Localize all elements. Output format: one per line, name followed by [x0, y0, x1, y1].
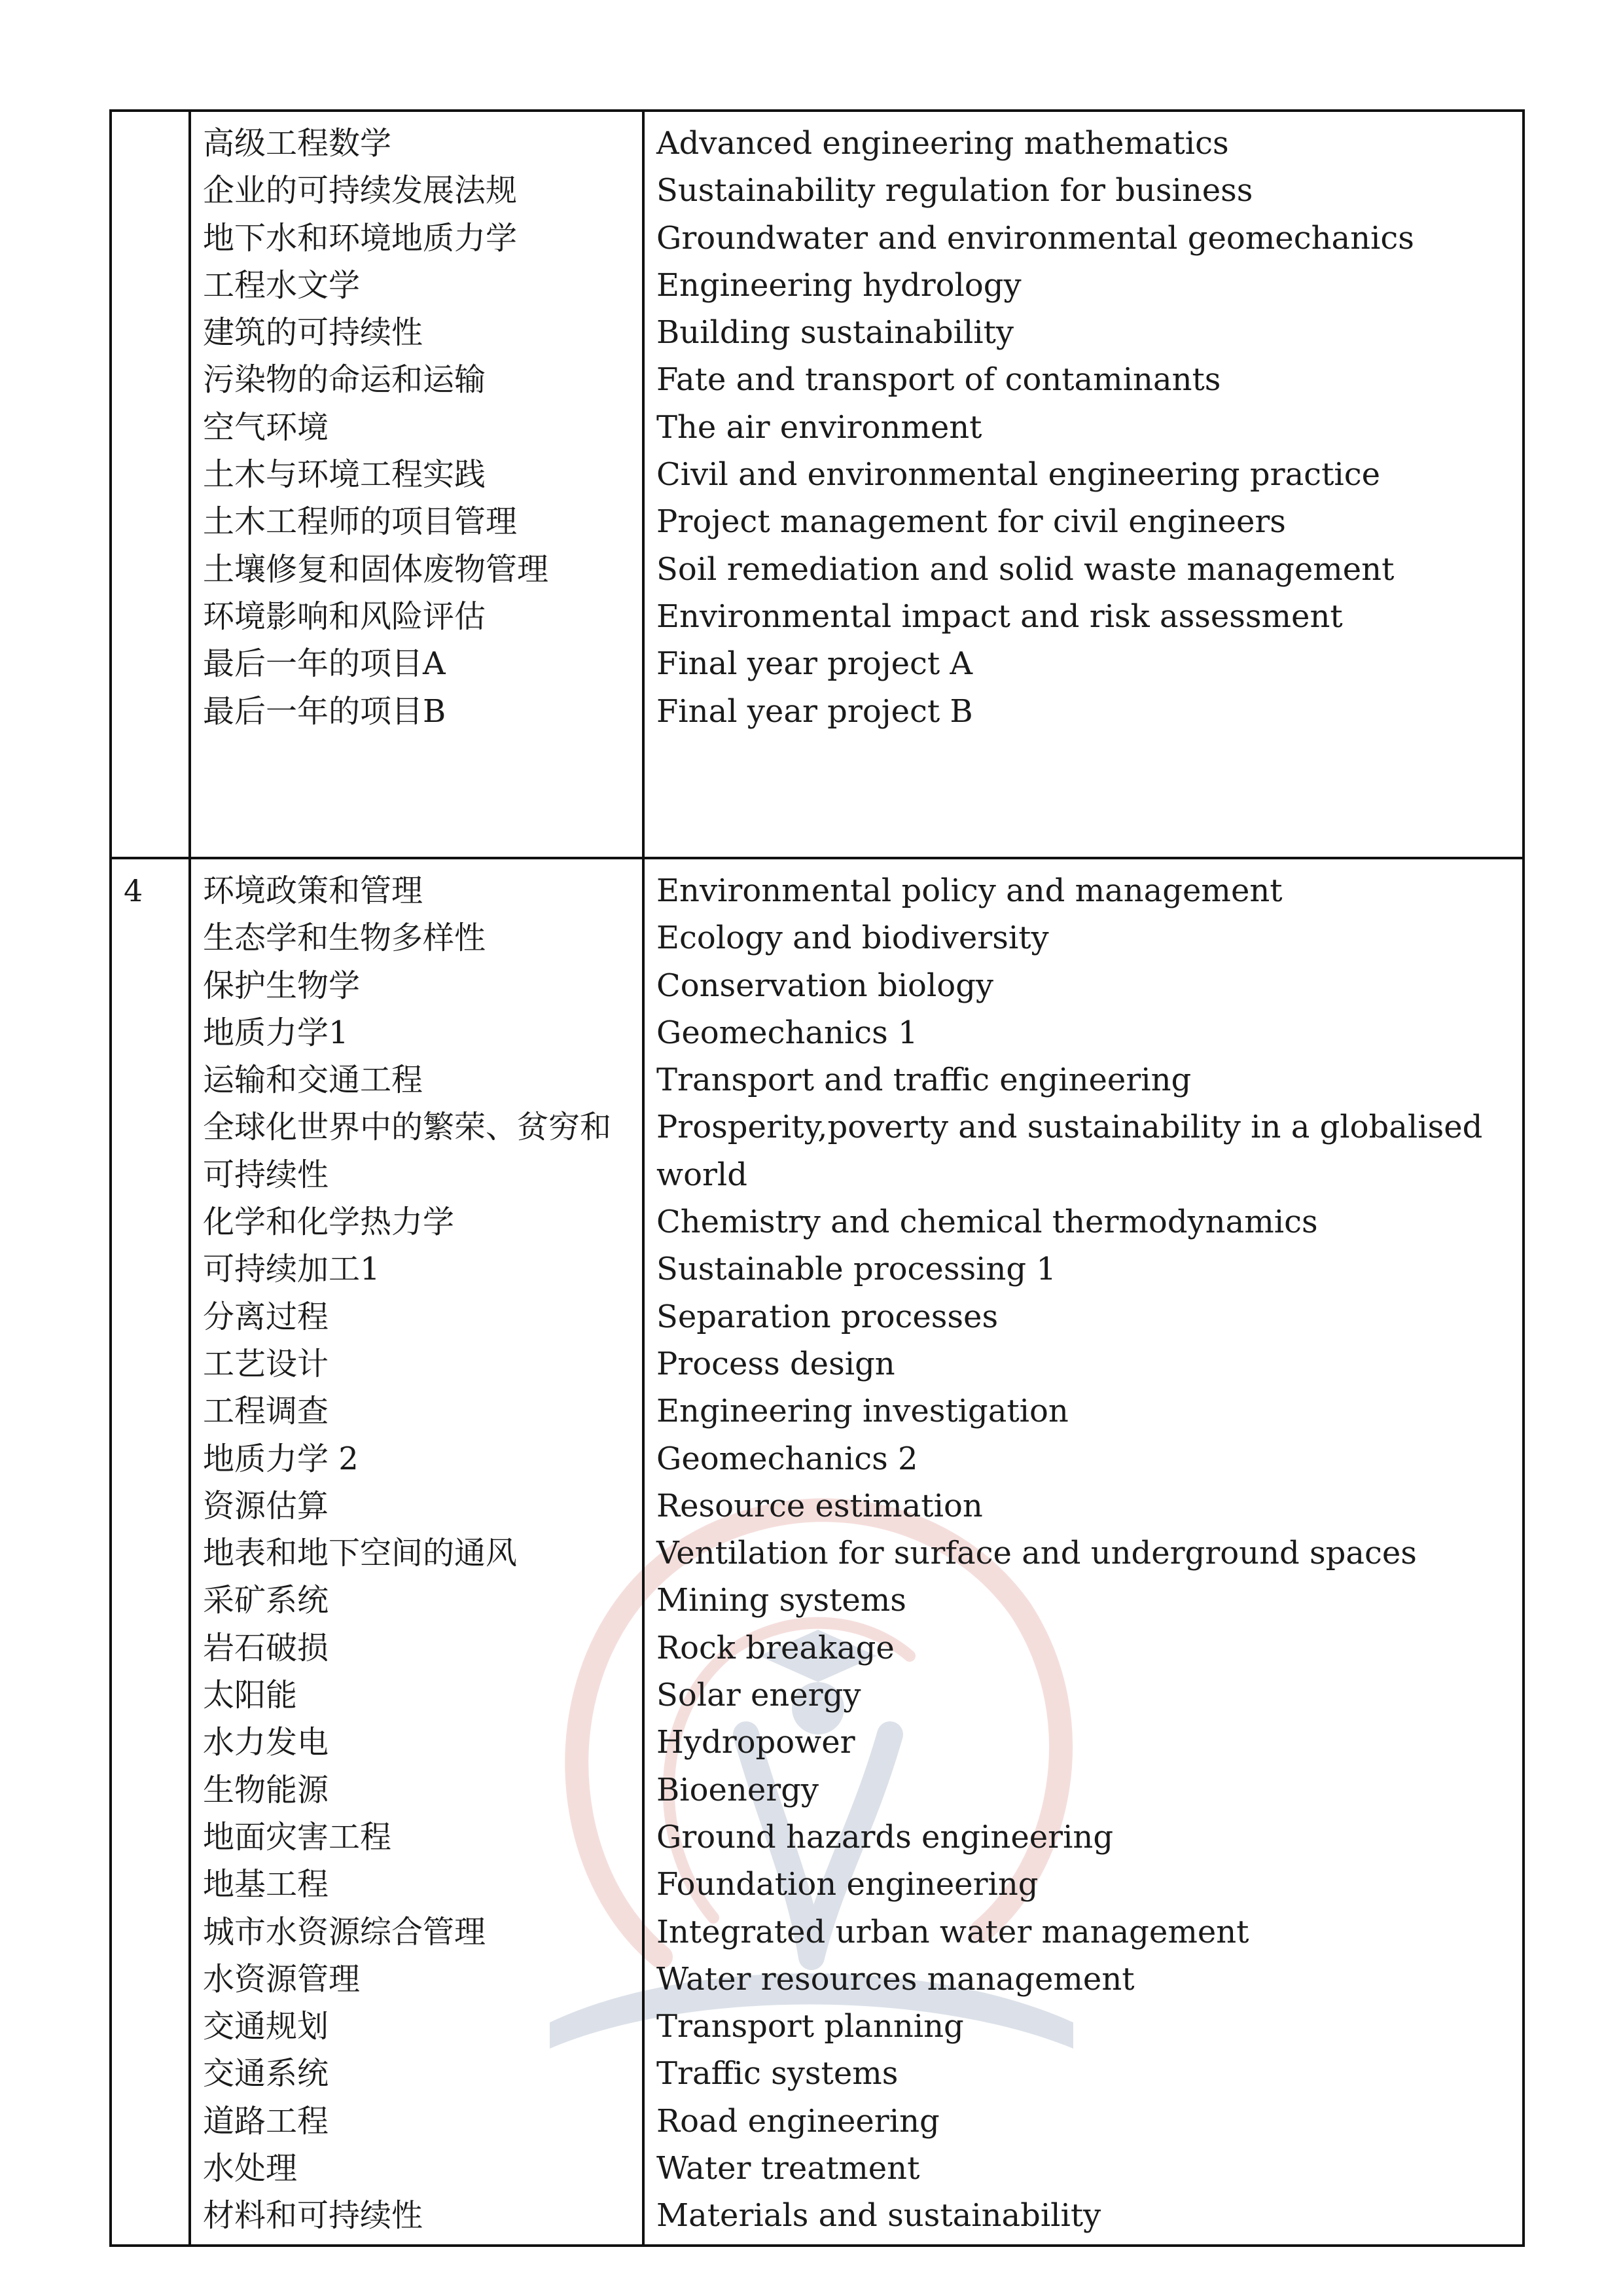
course-en: Hydropower	[656, 1724, 855, 1761]
course-en: Ground hazards engineering	[656, 1818, 1114, 1856]
course-zh: 采矿系统	[203, 1582, 329, 1619]
course-en: Resource estimation	[656, 1487, 983, 1524]
course-zh: 材料和可持续性	[203, 2197, 423, 2234]
course-zh: 水资源管理	[203, 1960, 361, 1998]
course-en: Integrated urban water management	[656, 1913, 1249, 1950]
course-en: Traffic systems	[656, 2055, 899, 2092]
course-en: Ventilation for surface and underground spaces	[656, 1535, 1417, 1572]
course-en: Chemistry and chemical thermodynamics	[656, 1204, 1318, 1241]
course-zh: 污染物的命运和运输	[203, 361, 486, 399]
course-table	[109, 109, 1525, 2247]
course-zh: 生物能源	[203, 1771, 329, 1808]
course-en: Separation processes	[656, 1298, 999, 1335]
course-en: Ecology and biodiversity	[656, 920, 1049, 957]
course-zh: 水力发电	[203, 1724, 329, 1761]
course-zh: 高级工程数学	[203, 125, 392, 162]
course-en: Foundation engineering	[656, 1866, 1039, 1903]
course-en: Process design	[656, 1345, 895, 1382]
course-zh: 太阳能	[203, 1677, 298, 1714]
course-en: Water resources management	[656, 1960, 1135, 1998]
course-en: Final year project B	[656, 692, 973, 730]
course-en: Final year project A	[656, 645, 973, 683]
course-zh: 土壤修复和固体废物管理	[203, 550, 549, 588]
course-zh: 保护生物学	[203, 967, 361, 1004]
course-zh: 工程水文学	[203, 266, 361, 304]
course-zh: 可持续加工1	[203, 1251, 380, 1288]
course-en: Fate and transport of contaminants	[656, 361, 1221, 399]
year-cell: 4	[111, 858, 190, 2246]
year-cell	[111, 111, 190, 858]
course-zh: 地面灾害工程	[203, 1818, 392, 1856]
course-en: Transport and traffic engineering	[656, 1062, 1192, 1099]
course-en: Project management for civil engineers	[656, 503, 1286, 541]
course-zh: 生态学和生物多样性	[203, 920, 486, 957]
course-zh: 土木与环境工程实践	[203, 456, 486, 493]
course-en: Soil remediation and solid waste management	[656, 550, 1395, 588]
course-en: Bioenergy	[656, 1771, 819, 1808]
course-en: Engineering investigation	[656, 1393, 1069, 1430]
course-zh: 交通系统	[203, 2055, 329, 2092]
course-en: Materials and sustainability	[656, 2197, 1101, 2234]
course-en: Advanced engineering mathematics	[656, 125, 1229, 162]
course-zh: 建筑的可持续性	[203, 314, 423, 351]
course-en: Rock breakage	[656, 1629, 895, 1666]
course-en: Groundwater and environmental geomechanics	[656, 219, 1414, 257]
course-zh: 企业的可持续发展法规	[203, 172, 518, 209]
course-en: Geomechanics 1	[656, 1014, 918, 1051]
course-en: Road engineering	[656, 2102, 940, 2140]
course-zh: 城市水资源综合管理	[203, 1913, 486, 1950]
course-en: Environmental impact and risk assessment	[656, 598, 1343, 635]
course-zh: 环境政策和管理	[203, 872, 423, 909]
course-zh: 最后一年的项目A	[203, 645, 446, 683]
course-zh: 道路工程	[203, 2102, 329, 2140]
course-en: Building sustainability	[656, 314, 1014, 351]
course-en: Sustainable processing 1	[656, 1251, 1056, 1288]
english-course-list	[643, 858, 1524, 2246]
chinese-course-list	[190, 858, 643, 2246]
course-zh: 地下水和环境地质力学	[203, 219, 518, 257]
course-en: Geomechanics 2	[656, 1440, 918, 1477]
table-row-year-4	[111, 858, 1524, 2246]
course-en: Engineering hydrology	[656, 266, 1022, 304]
course-zh: 土木工程师的项目管理	[203, 503, 518, 541]
course-zh: 地基工程	[203, 1866, 329, 1903]
course-en: Environmental policy and management	[656, 872, 1283, 909]
course-en: The air environment	[656, 408, 982, 446]
course-zh: 交通规划	[203, 2008, 329, 2045]
course-en: Solar energy	[656, 1677, 861, 1714]
course-zh: 地表和地下空间的通风	[203, 1535, 518, 1572]
course-en: Prosperity,poverty and sustainability in a globalised world	[656, 1109, 1483, 1193]
course-en: Sustainability regulation for business	[656, 172, 1253, 209]
course-en: Water treatment	[656, 2150, 920, 2187]
course-en: Transport planning	[656, 2008, 964, 2045]
table-row-year-3	[111, 111, 1524, 858]
course-zh: 地质力学1	[203, 1014, 349, 1051]
course-zh: 工艺设计	[203, 1345, 329, 1382]
course-en: Civil and environmental engineering practice	[656, 456, 1380, 493]
course-zh: 工程调查	[203, 1393, 329, 1430]
course-en: Conservation biology	[656, 967, 994, 1004]
course-zh: 岩石破损	[203, 1629, 329, 1666]
chinese-course-list	[190, 111, 643, 858]
course-zh: 全球化世界中的繁荣、贫穷和可持续性	[203, 1109, 612, 1193]
english-course-list	[643, 111, 1524, 858]
course-zh: 化学和化学热力学	[203, 1204, 455, 1241]
course-zh: 空气环境	[203, 408, 329, 446]
course-zh: 分离过程	[203, 1298, 329, 1335]
course-zh: 资源估算	[203, 1487, 329, 1524]
course-zh: 运输和交通工程	[203, 1062, 423, 1099]
course-zh: 水处理	[203, 2150, 298, 2187]
course-en: Mining systems	[656, 1582, 906, 1619]
course-zh: 地质力学 2	[203, 1440, 359, 1477]
course-zh: 环境影响和风险评估	[203, 598, 486, 635]
course-zh: 最后一年的项目B	[203, 692, 446, 730]
